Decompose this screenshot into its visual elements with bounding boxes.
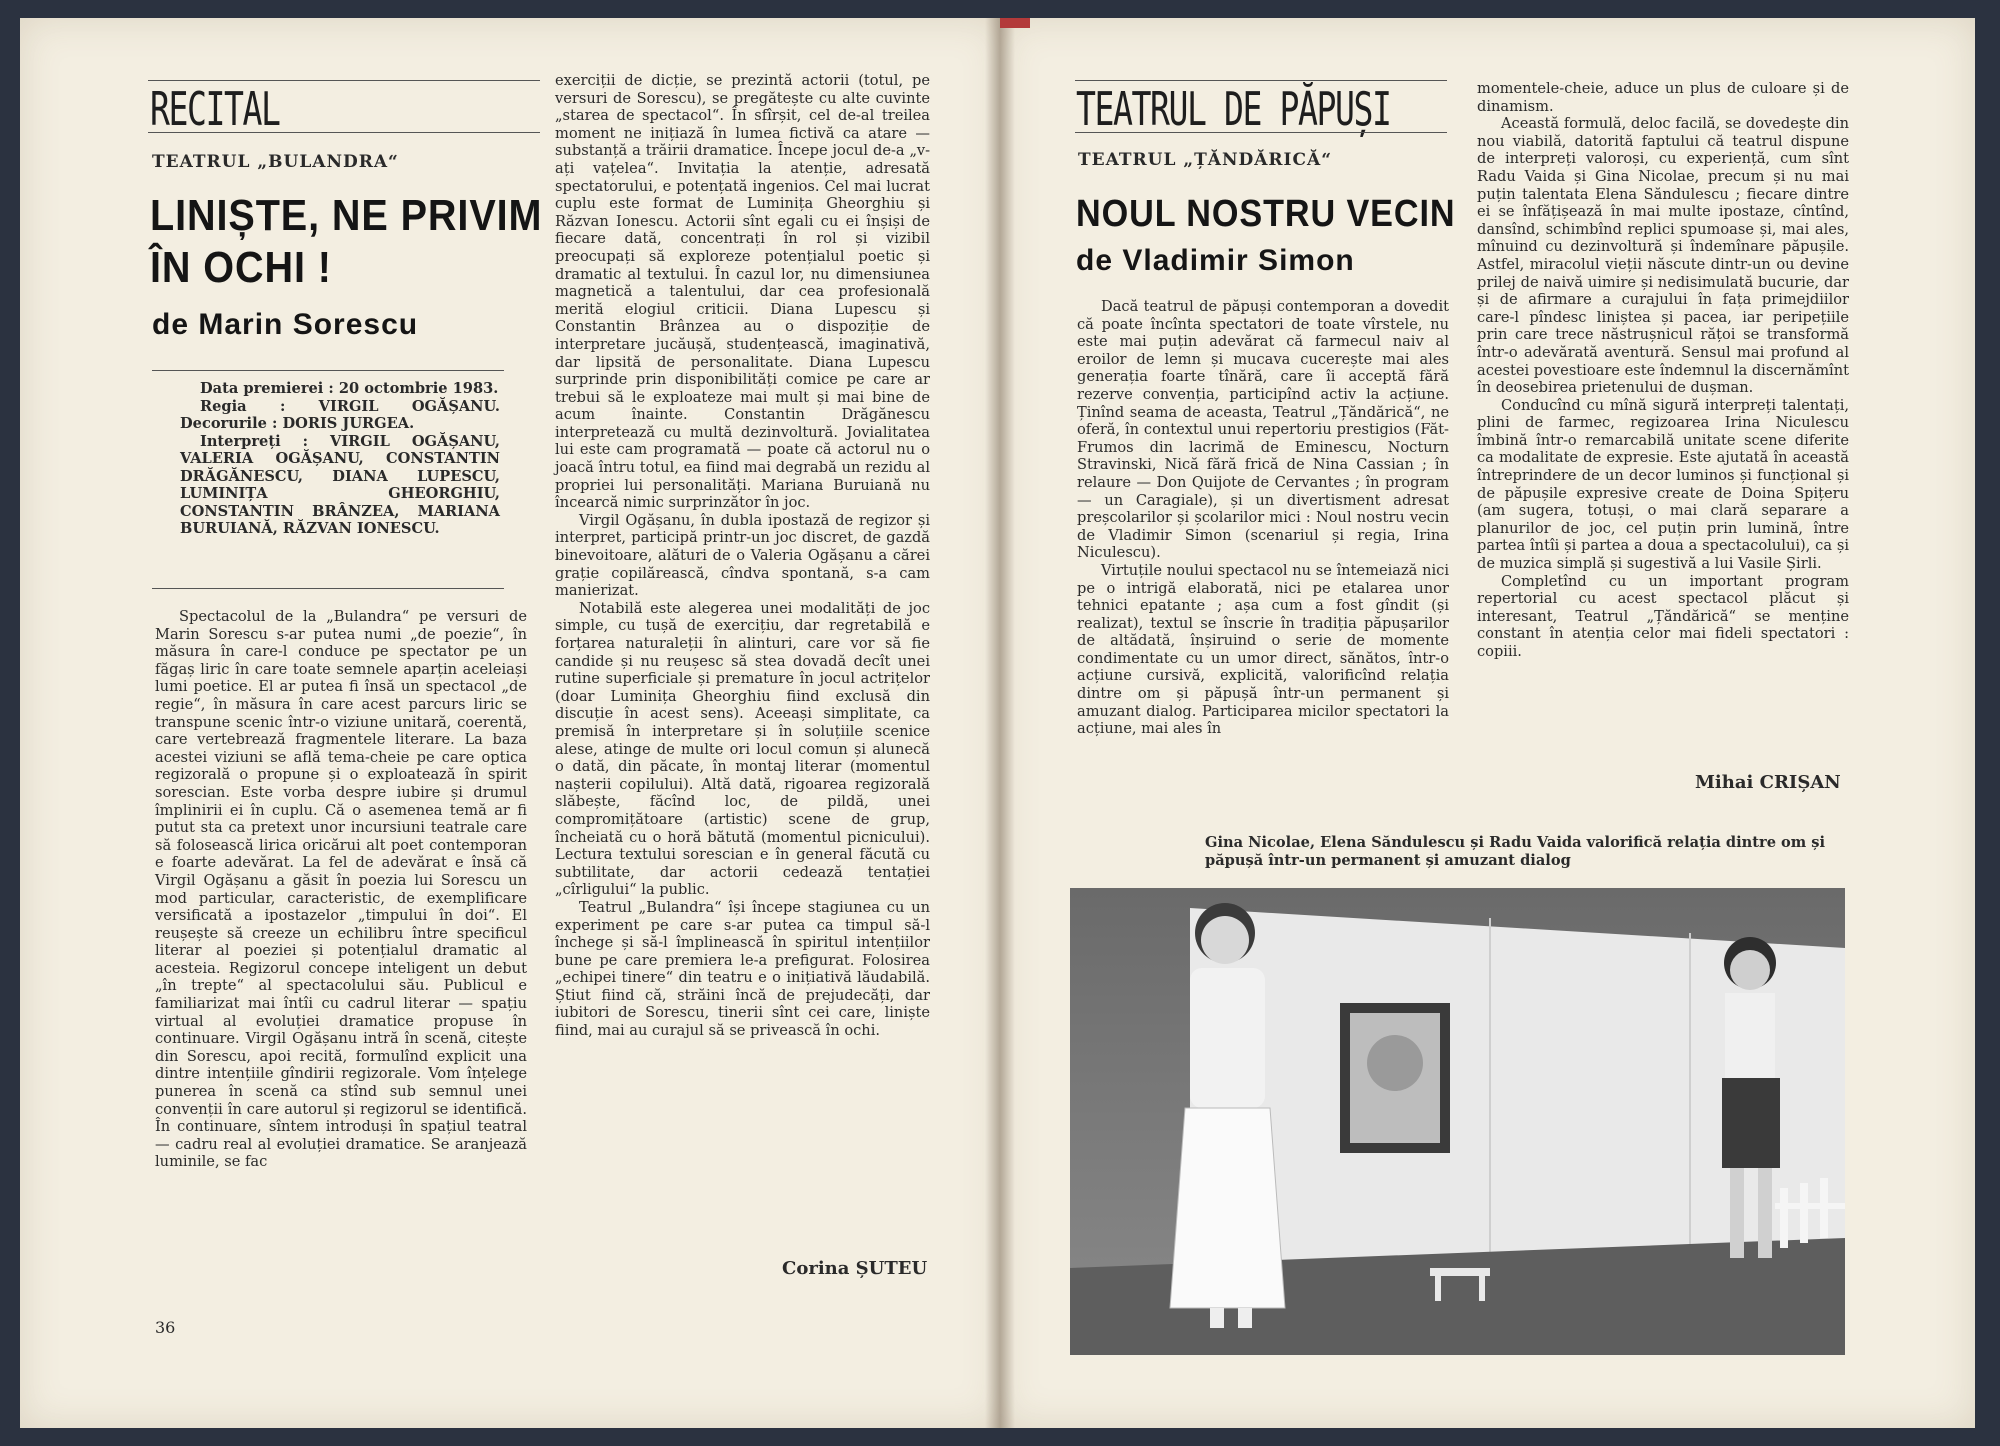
bookmark-ribbon — [1000, 18, 1030, 28]
stage-photo-illustration — [1070, 888, 1845, 1355]
paragraph: Notabilă este alegerea unei modalități de joc simple, cu tușă de exercițiu, dar regretabilă e forțarea naturaleții în alinturi, care vor să fie candide și nu reușesc să stea dovadă decît unei rutine superficiale și premature în jocul actrițelor (doar Luminița Gheorghiu fiind exclusă din discuție în acest sens). Aceeași simplitate, ca premisă în interpretare și în soluțiile scenice alese, atinge de multe ori locul comun și alunecă o dată, din păcate, în montaj literar (momentul nașterii copilului). Altă dată, rigoarea regizorală slăbește, făcînd loc, de pildă, unei compromițătoare (artistic) scene de grup, încheiată cu o horă bătută (momentul picnicului). Lectura textului sorescian e în general făcută cu subtilitate, dar actorii cedează tentației „cîrligului“ la public. — [555, 599, 930, 899]
paragraph: momentele-cheie, aduce un plus de culoare și de dinamism. — [1477, 80, 1849, 115]
article-author-left: de Marin Sorescu — [152, 308, 419, 341]
paragraph: Completînd cu un important program repertorial cu acest spectacol plăcut și interesant, Teatrul „Țăndărică“ se menține constant în atenția celor mai fideli spectatori : copiii. — [1477, 572, 1849, 660]
left-article-column-2 — [555, 72, 930, 1040]
paragraph: Această formulă, deloc facilă, se dovedește din nou viabilă, datorită faptului că teatrul dispune de interpreți valoroși, cu experiență, cum sînt Radu Vaida și Gina Nicolae, precum și nu mai puțin talentata Elena Săndulescu ; fiecare dintre ei se înfățișează în mai multe ipostaze, cîntînd, dansînd, schimbînd replici spumoase și, mai ales, mînuind cu dezinvoltură și îndemînare păpușile. Astfel, miracolul vieții născute dintr-un ou devine prilej de naivă uimire și nedisimulată bucurie, dar și de afirmare a curajului în fața primejdiilor care-l pîndesc liniștea și pacea, iar peripețiile prin care trece năstrușnicul rățoi se transformă într-o adevărată aventură. Sensul mai profund al acestei povestioare este îndemnul la discernămînt în deosebirea prietenului de dușman. — [1477, 115, 1849, 397]
theatre-name-right: TEATRUL „ȚĂNDĂRICĂ“ — [1078, 150, 1333, 170]
paragraph: Conducînd cu mînă sigură interpreți talentați, plini de farmec, regizoarea Irina Niculescu îmbină într-o remarcabilă unitate scene diferite ca modalitate de expresie. Este ajutată în această întreprindere de un decor luminos și funcțional și de păpușile expresive create de Doina Spițeru (am sugera, totuși, o mai clară separare a planurilor de joc, cel puțin prin lumină, între partea întîi și partea a doua a spectacolului), ca și de muzica simplă și sugestivă a lui Vasile Șirli. — [1477, 396, 1849, 573]
page-number: 36 — [155, 1318, 176, 1337]
author-signature-left: Corina ȘUTEU — [782, 1258, 928, 1279]
left-article-column-1 — [155, 608, 527, 1171]
right-article-column-2 — [1477, 80, 1849, 661]
title-line-2: ÎN OCHI ! — [150, 243, 332, 292]
paragraph: Virtuțile noului spectacol nu se întemeiază nici pe o intrigă elaborată, nici pe etalarea unor tehnici epatante ; așa cum a fost gîndit (și realizat), textul se înscrie în tradiția păpușarilor de altădată, înșiruind o serie de momente condimentate cu un umor direct, sănătos, într-o acțiune cursivă, explicită, valorificînd relația dintre om și păpușă într-un permanent și amuzant dialog. Participarea micilor spectatori la acțiune, mai ales în — [1077, 561, 1449, 738]
stage-photograph — [1070, 888, 1845, 1355]
theatre-name-left: TEATRUL „BULANDRA“ — [152, 152, 399, 172]
paragraph: Dacă teatrul de păpuși contemporan a dovedit că poate încînta spectatori de toate vîrstele, nu este mai puțin adevărat că farmecul naiv al eroilor de lemn și mucava cucerește mai ales generația foarte tînără, care îi acceptă fără rezerve convenția, participînd activ la acțiune. Ținînd seama de aceasta, Teatrul „Țăndărică“, ne oferă, în contextul unui repertoriu prestigios (Făt-Frumos din lacrimă de Eminescu, Nocturn Stravinski, Nică fără frică de Nina Cassian ; în relaure — Don Quijote de Cervantes ; în program — un Caragiale), și un divertisment adresat preșcolarilor și școlarilor mici : Noul nostru vecin de Vladimir Simon (scenariul și regia, Irina Niculescu). — [1077, 298, 1449, 562]
section-heading-recital: RECITAL — [150, 82, 280, 136]
title-line-1: LINIȘTE, NE PRIVIM — [150, 191, 543, 240]
credits-rule-bottom — [152, 588, 504, 589]
photo-caption: Gina Nicolae, Elena Săndulescu și Radu Vaida valorifică relația dintre om și păpușă într-un permanent și amuzant dialog — [1205, 834, 1826, 869]
paragraph: Spectacolul de la „Bulandra“ pe versuri de Marin Sorescu s-ar putea numi „de poezie“, în măsura în care-l conduce pe spectator pe un făgaș liric în care toate semnele aparțin aceleiași lumi poetice. El ar putea fi însă un spectacol „de regie“, în măsura în care acest parcurs liric se transpune scenic într-o viziune unitară, coerentă, care vertebrează fragmentele literare. La baza acestei viziuni se află tema-cheie pe care optica regizorală o propune și o exploatează în spirit sorescian. Este vorba despre iubire și drumul împlinirii ei în cuplu. Că o asemenea temă ar fi putut sta ca pretext unor incursiuni teatrale care să folosească lirica oricărui alt poet contemporan e foarte adevărat. La fel de adevărat e însă că Virgil Ogășanu a găsit în poezia lui Sorescu un mod particular, caracteristic, de exemplificare versificată a ipostazelor „timpului în doi“. El reușește să creeze un echilibru între specificul literar al poeziei și potențialul dramatic al acesteia. Regizorul concepe inteligent un debut „în trepte“ al spectacolului său. Publicul e familiarizat mai întîi cu cadrul literar — spațiu virtual al evoluției dramatice propuse în continuare. Virgil Ogășanu intră în scenă, citește din Sorescu, apoi recită, formulînd explicit una dintre intențiile gîndirii regizorale. Vom înțelege punerea în scenă ca stînd sub semnul unei convenții în care autorul și regizorul se identifică. În continuare, sîntem introduși în spațiul teatral — cadru real al evoluției dramatice. Se aranjează luminile, se fac — [155, 608, 527, 1171]
header-rule-bottom — [148, 132, 540, 133]
paragraph: Teatrul „Bulandra“ își începe stagiunea cu un experiment pe care s-ar putea ca timpul să-l închege și să-l împlinească în spiritul intențiilor bune pe care premiera le-a prefigurat. Folosirea „echipei tinere“ din teatru e o inițiativă lăudabilă. Știut fiind că, străini încă de prejudecăți, dar iubitori de Sorescu, tinerii sînt cei care, liniște fiind, mai au curajul să se privească în ochi. — [555, 898, 930, 1040]
article-author-right: de Vladimir Simon — [1076, 244, 1355, 277]
paragraph: exerciții de dicție, se prezintă actorii (totul, pe versuri de Sorescu), se pregătește cu alte cuvinte „starea de spectacol“. În sfîrșit, cel de-al treilea moment ne inițiază în lumea fictivă ca atare — substanță a trăirii dramatice. Începe jocul de-a „v-ați vațelea“. Invitația la atenție, adresată spectatorului, e potențată ingenios. Cel mai lucrat cuplu este format de Luminița Gheorghiu și Răzvan Ionescu. Actorii sînt egali cu ei înșiși de fiecare dată, concentrați în rol și vizibil preocupați să exploreze potențialul poetic și dramatic al textului. În cazul lor, nu dimensiunea magnetică a talentului, dar cea profesională merită elogiul criticii. Diana Lupescu și Constantin Brânzea au o dispoziție de interpretare jucăușă, studențească, imaginativă, dar lipsită de personalitate. Diana Lupescu surprinde prin disponibilități comice pe care ar trebui să le exploateze mai mult și mai bine de acum înainte. Constantin Drăgănescu interpretează cu multă dezinvoltură. Jovialitatea lui este cam programată — poate că actorul nu o joacă întru totul, ea fiind mai degrabă un rezidu al propriei lui personalități. Mariana Buruiană nu încearcă nimic surprinzător în joc. — [555, 72, 930, 512]
header-rule-bottom-right — [1075, 132, 1447, 133]
right-article-column-1 — [1077, 298, 1449, 738]
credits-direction: Regia : VIRGIL OGĂȘANU. Decorurile : DORIS JURGEA. — [180, 397, 500, 432]
credits-rule-top — [152, 370, 504, 371]
header-rule-top — [148, 80, 540, 81]
section-heading-puppets: TEATRUL DE PĂPUȘI — [1076, 82, 1391, 136]
production-credits — [180, 380, 500, 538]
article-title-left — [150, 190, 542, 294]
paragraph: Virgil Ogășanu, în dubla ipostază de regizor și interpret, participă printr-un joc discret, de gazdă binevoitoare, alături de o Valeria Ogășanu a cărei grație copilărească, cîndva spontană, s-a cam manierizat. — [555, 511, 930, 600]
credits-premiere: Data premierei : 20 octombrie 1983. — [200, 380, 499, 397]
article-title-right: NOUL NOSTRU VECIN — [1076, 193, 1456, 235]
author-signature-right: Mihai CRIȘAN — [1695, 772, 1841, 793]
book-gutter — [985, 18, 1015, 1428]
credits-cast: Interpreți : VIRGIL OGĂȘANU, VALERIA OGĂȘANU, CONSTANTIN DRĂGĂNESCU, DIANA LUPESCU, LUMINIȚA GHEORGHIU, CONSTANTIN BRÂNZEA, MARIANA BURUIANĂ, RĂZVAN IONESCU. — [180, 432, 500, 537]
header-rule-top-right — [1075, 80, 1447, 81]
